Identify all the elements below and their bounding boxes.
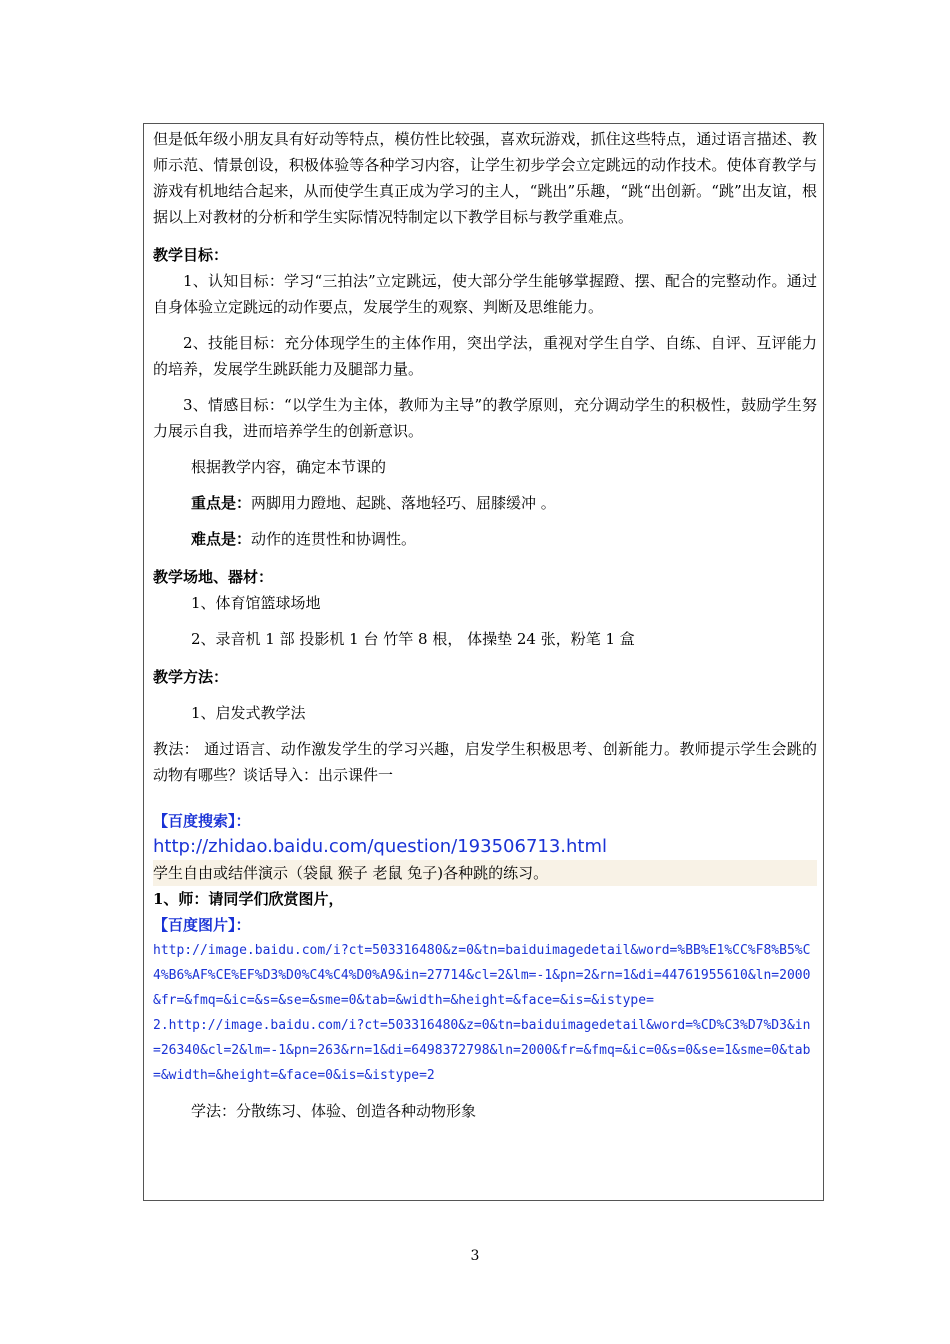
difficult-point-text: 动作的连贯性和协调性。 [251, 530, 417, 548]
focus-intro: 根据教学内容，确定本节课的 [191, 458, 387, 476]
baidu-search-label: 【百度搜索】： [153, 812, 251, 830]
methods-heading: 教学方法： [153, 668, 229, 686]
goals-heading: 教学目标： [153, 246, 229, 264]
venue-heading: 教学场地、器材： [153, 568, 274, 586]
key-point [153, 490, 817, 516]
key-point-label: 重点是： [191, 494, 252, 512]
lesson-plan-content [153, 126, 817, 1124]
goal-skill: 2、技能目标：充分体现学生的主体作用，突出学法，重视对学生自学、自练、自评、互评能力的培养，发展学生跳跃能力及腿部力量。 [153, 334, 817, 378]
teacher-line: 1、师：请同学们欣赏图片， [153, 890, 344, 908]
baidu-image-link-1[interactable]: http://image.baidu.com/i?ct=503316480&z=0&tn=baiduimagedetail&word=%BB%E1%CC%F8%B5%C4%B6%AF%CE%EF%D3%D0%C4%C4%D0%A9&in=27714&cl=2&lm=-1&pn=2&rn=1&di=44761955610&ln=2000&fr=&fmq=&ic=&s=&se=&sme=0&tab=&width=&height=&face=&is=&istype= [153, 943, 811, 1008]
key-point-text: 两脚用力蹬地、起跳、落地轻巧、屈膝缓冲 。 [251, 494, 556, 512]
teaching-method: 教法： 通过语言、动作激发学生的学习兴趣，启发学生积极思考、创新能力。教师提示学生会跳的动物有哪些？谈话导入：出示课件一 [153, 740, 817, 784]
demo-note: 学生自由或结伴演示（袋鼠 猴子 老鼠 兔子)各种跳的练习。 [153, 860, 817, 886]
baidu-image-label: 【百度图片】： [153, 916, 251, 934]
baidu-image-link-2[interactable]: 2.http://image.baidu.com/i?ct=503316480&z=0&tn=baiduimagedetail&word=%CD%C3%D7%D3&in=26340&cl=2&lm=-1&pn=263&rn=1&di=6498372798&ln=2000&fr=&fmq=&ic=0&s=0&se=1&sme=0&tab=&width=&height=&face=0&is=&istype=2 [153, 1018, 811, 1083]
goal-cognitive: 1、认知目标：学习“三拍法”立定跳远，使大部分学生能够掌握蹬、摆、配合的完整动作。通过自身体验立定跳远的动作要点，发展学生的观察、判断及思维能力。 [153, 272, 817, 316]
venue-item-2: 2、录音机 1 部 投影机 1 台 竹竿 8 根， 体操垫 24 张，粉笔 1 盒 [191, 630, 635, 648]
difficult-point [153, 526, 817, 552]
methods-item-1: 1、启发式教学法 [191, 704, 306, 722]
page-number: 3 [470, 1248, 480, 1264]
intro-paragraph: 但是低年级小朋友具有好动等特点，模仿性比较强，喜欢玩游戏，抓住这些特点，通过语言描述、教师示范、情景创设，积极体验等各种学习内容，让学生初步学会立定跳远的动作技术。使体育教学与游戏有机地结合起来，从而使学生真正成为学习的主人，“跳出”乐趣，“跳“出创新。“跳”出友谊，根据以上对教材的分析和学生实际情况特制定以下教学目标与教学重难点。 [153, 130, 817, 226]
goal-emotion: 3、情感目标：“以学生为主体，教师为主导”的教学原则，充分调动学生的积极性，鼓励学生努力展示自我，进而培养学生的创新意识。 [153, 396, 817, 440]
difficult-point-label: 难点是： [191, 530, 252, 548]
study-method: 学法：分散练习、体验、创造各种动物形象 [191, 1102, 477, 1120]
venue-item-1: 1、体育馆篮球场地 [191, 594, 321, 612]
baidu-search-link[interactable]: http://zhidao.baidu.com/question/193506713.html [153, 836, 608, 857]
